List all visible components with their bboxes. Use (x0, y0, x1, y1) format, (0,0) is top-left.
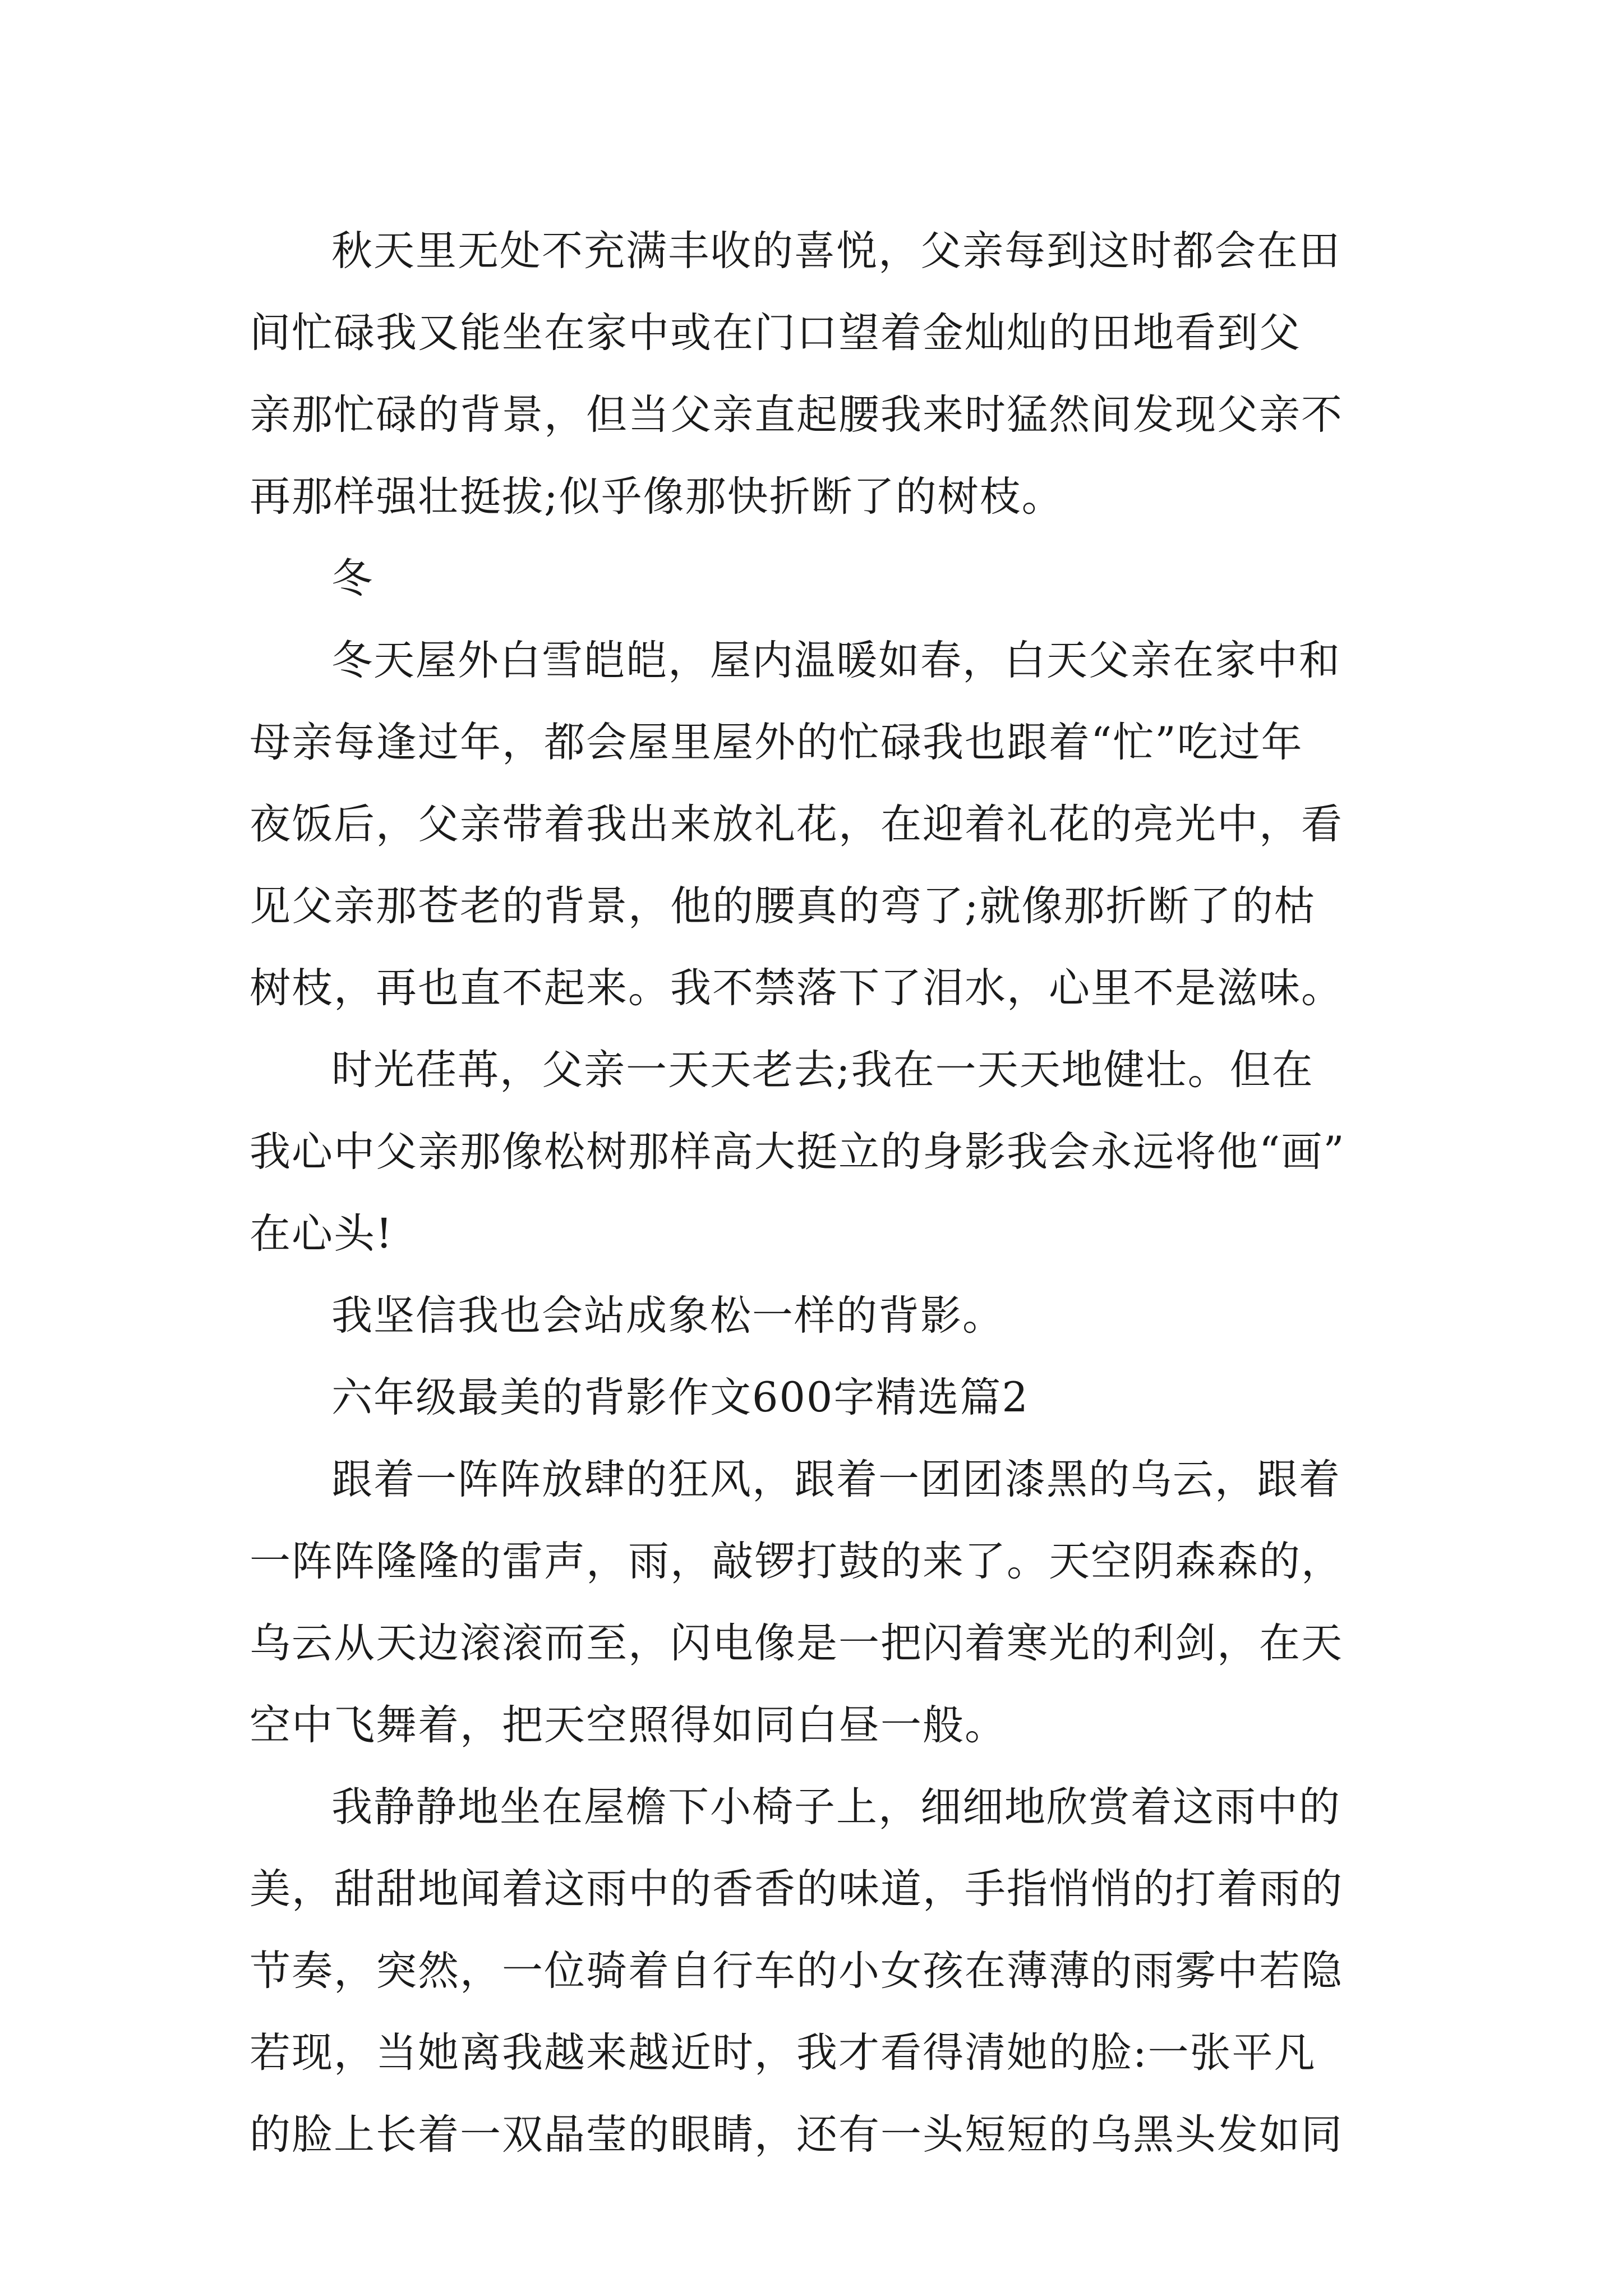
article-title-part-2 (250, 1357, 1388, 1439)
text-line: 夜饭后，父亲带着我出来放礼花，在迎着礼花的亮光中，看 (250, 800, 1343, 848)
text-line: 的脸上长着一双晶莹的眼睛，还有一头短短的乌黑头发如同 (250, 2111, 1343, 2159)
text-line: 我心中父亲那像松树那样高大挺立的身影我会永远将他“画” (250, 1128, 1345, 1176)
paragraph-girl-in-rain (250, 1766, 1388, 2176)
text-line: 若现，当她离我越来越近时，我才看得清她的脸:一张平凡 (250, 2029, 1316, 2077)
text-line: 母亲每逢过年，都会屋里屋外的忙碌我也跟着“忙”吃过年 (250, 719, 1303, 766)
text-line: 冬 (331, 555, 374, 602)
text-line: 亲那忙碌的背景，但当父亲直起腰我来时猛然间发现父亲不 (250, 391, 1343, 439)
text-line: 我静静地坐在屋檐下小椅子上，细细地欣赏着这雨中的 (331, 1783, 1341, 1831)
text-line: 节奏，突然，一位骑着自行车的小女孩在薄薄的雨雾中若隐 (250, 1947, 1343, 1995)
text-line: 一阵阵隆隆的雷声，雨，敲锣打鼓的来了。天空阴森森的， (250, 1538, 1343, 1585)
text-line: 空中飞舞着，把天空照得如同白昼一般。 (250, 1701, 1007, 1749)
text-line: 我坚信我也会站成象松一样的背影。 (331, 1292, 1004, 1340)
paragraph-autumn (250, 210, 1388, 538)
text-line: 秋天里无处不充满丰收的喜悦，父亲每到这时都会在田 (331, 227, 1341, 275)
text-line: 美，甜甜地闻着这雨中的香香的味道，手指悄悄的打着雨的 (250, 1865, 1343, 1913)
text-line: 在心头! (250, 1210, 394, 1258)
text-line: 冬天屋外白雪皑皑，屋内温暖如春，白天父亲在家中和 (331, 637, 1341, 684)
text-line: 见父亲那苍老的背景，他的腰真的弯了;就像那折断了的枯 (250, 882, 1316, 930)
text-line: 树枝，再也直不起来。我不禁落下了泪水，心里不是滋味。 (250, 964, 1343, 1012)
text-line: 乌云从天边滚滚而至，闪电像是一把闪着寒光的利剑，在天 (250, 1619, 1343, 1667)
paragraph-time-passes (250, 1029, 1388, 1275)
document-body (250, 210, 1388, 2176)
paragraph-storm (250, 1439, 1388, 1766)
text-line: 间忙碌我又能坐在家中或在门口望着金灿灿的田地看到父 (250, 309, 1301, 357)
paragraph-conclusion (250, 1275, 1388, 1357)
section-heading-winter (250, 538, 1388, 620)
text-line: 六年级最美的背影作文600字精选篇2 (331, 1374, 1029, 1421)
text-line: 跟着一阵阵放肆的狂风，跟着一团团漆黑的乌云，跟着 (331, 1456, 1341, 1503)
paragraph-winter (250, 620, 1388, 1029)
text-line: 时光荏苒，父亲一天天老去;我在一天天地健壮。但在 (331, 1046, 1314, 1094)
text-line: 再那样强壮挺拔;似乎像那快折断了的树枝。 (250, 473, 1064, 521)
